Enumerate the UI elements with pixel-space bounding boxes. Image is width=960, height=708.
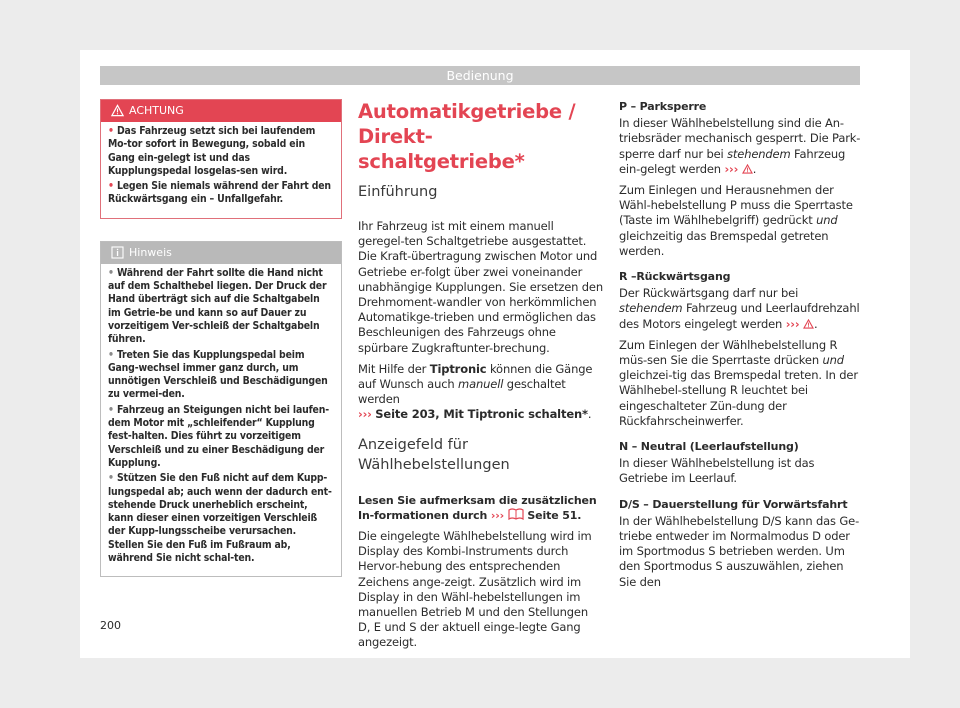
warning-box <box>100 99 342 219</box>
ref-arrow: ››› <box>785 316 800 331</box>
r-paragraph-2: Zum Einlegen der Wählhebelstellung R müs-sen Sie die Sperrtaste drücken und gleichzei-tig das Bremspedal treten. In der Wählhebel-stellung R leuchtet bei eingeschalteter Zün-dung der Rückfahrscheinwerfer. <box>619 337 858 428</box>
warning-triangle-icon <box>742 164 753 174</box>
warning-label: ACHTUNG <box>129 104 184 117</box>
bullet-icon: • <box>108 180 114 193</box>
display-paragraph: Die eingelegte Wählhebelstellung wird im Display des Kombi-Instruments durch Hervor-hebung des entsprechenden Zeichens ange-zeigt. Zusätzlich wird im Display in den Wähl-hebelstellungen im manuellen Betrieb M und den Stellungen D, E und S der aktuell einge-legte Gang angezeigt. <box>358 529 592 650</box>
warning-triangle-icon <box>803 319 814 329</box>
warning-header <box>101 100 341 122</box>
ds-heading: D/S – Dauerstellung für Vorwärtsfahrt <box>619 497 848 511</box>
bullet-icon: • <box>108 403 114 416</box>
r-heading: R –Rückwärtsgang <box>619 270 731 284</box>
left-column <box>100 99 342 577</box>
ref-arrow: ››› <box>724 161 739 176</box>
p-paragraph-2: Zum Einlegen und Herausnehmen der Wähl-hebelstellung P muss die Sperrtaste (Taste im Wählhebelgriff) gedrückt und gleichzeitig das Bremspedal getreten werden. <box>619 183 853 258</box>
p-paragraph: In dieser Wählhebelstellung sind die An-triebsräder mechanisch gesperrt. Die Park-sperre darf nur bei stehendem Fahrzeug ein-gelegt werden ››› . <box>619 116 861 176</box>
note-header <box>101 242 341 264</box>
note-body <box>101 264 341 577</box>
list-item: • Fahrzeug an Steigungen nicht bei laufen-dem Motor mit „schleifender“ Kupplung fest-halten. Dies führt zu vorzeitigem Verschleiß und zu einer Beschädigung der Kupplung. <box>108 403 329 469</box>
p-heading: P – Parksperre <box>619 100 707 113</box>
page-number: 200 <box>100 619 121 632</box>
ref-arrow: ››› <box>490 508 505 522</box>
list-item: • Während der Fahrt sollte die Hand nicht auf dem Schalthebel liegen. Der Druck der Hand überträgt sich auf die Schaltgabeln im Getrie-be und kann so auf Dauer zu vorzeitigem Ver-schleiß der Schaltgabeln führen. <box>108 266 327 346</box>
note-label: Hinweis <box>129 245 172 259</box>
right-column <box>619 99 861 596</box>
list-item: • Stützen Sie den Fuß nicht auf dem Kupp-lungspedal ab; auch wenn der dadurch ent-stehende Druck unerheblich erscheint, kann dieser einen vorzeitigen Verschleiß der Kupp-lungsscheibe verursachen. Stellen Sie den Fuß im Fußraum ab, während Sie nicht schal-ten. <box>108 472 332 565</box>
intro-heading: Einführung <box>358 184 438 200</box>
display-heading: Anzeigefeld für Wählhebelstellungen <box>358 436 510 473</box>
bullet-icon: • <box>108 472 114 485</box>
ref-arrow: ››› <box>358 407 372 422</box>
intro-paragraph: Ihr Fahrzeug ist mit einem manuell geregel-ten Schaltgetriebe ausgestattet. Die Kraft-übertragung zwischen Motor und Getriebe er-folgt über zwei voneinander unabhängige Kupplungen. Sie ersetzen den Drehmoment-wandler von herkömmlichen Automatikge-trieben und ermöglichen das Beschleunigen des Fahrzeugs ohne spürbare Zugkraftunter-brechung. <box>358 219 604 355</box>
n-paragraph: In dieser Wählhebelstellung ist das Getriebe im Leerlauf. <box>619 456 815 486</box>
bullet-icon: • <box>108 125 114 137</box>
r-paragraph: Der Rückwärtsgang darf nur bei stehendem Fahrzeug und Leerlaufdrehzahl des Motors eingelegt werden ››› . <box>619 286 860 331</box>
display-lead: Lesen Sie aufmerksam die zusätzlichen In-formationen durch ››› Seite 51. <box>358 493 597 522</box>
bullet-icon: • <box>108 266 114 279</box>
section-title: Automatikgetriebe / Direkt- schaltgetriebe* <box>358 100 576 173</box>
page-ref-link[interactable]: Seite 203, Mit Tiptronic schalten* <box>375 407 588 422</box>
info-icon <box>111 246 124 259</box>
note-box <box>100 241 342 578</box>
warning-body <box>101 122 341 218</box>
list-item: • Treten Sie das Kupplungspedal beim Gang-wechsel immer ganz durch, um unnötigen Verschleiß und Beschädigungen zu vermei-den. <box>108 348 328 401</box>
list-item: • Legen Sie niemals während der Fahrt den Rückwärtsgang ein – Unfallgefahr. <box>108 180 331 206</box>
running-header: Bedienung <box>100 66 860 85</box>
page-ref-link[interactable]: Seite 51 <box>527 508 578 522</box>
n-heading: N – Neutral (Leerlaufstellung) <box>619 440 799 454</box>
book-icon <box>508 508 524 520</box>
list-item: • Das Fahrzeug setzt sich bei laufendem Mo-tor sofort in Bewegung, sobald ein Gang ein-gelegt ist und das Kupplungspedal losgelas-sen wird. <box>108 125 316 177</box>
bullet-icon: • <box>108 348 114 361</box>
ds-paragraph: In der Wählhebelstellung D/S kann das Ge-triebe entweder im Normalmodus D oder im Sportmodus S betrieben werden. Um den Sportmodus S auszuwählen, ziehen Sie den <box>619 513 860 589</box>
tiptronic-paragraph: Mit Hilfe der Tiptronic können die Gänge auf Wunsch auch manuell geschaltet werden ››› Seite 203, Mit Tiptronic schalten*. <box>358 361 593 422</box>
warning-triangle-icon <box>111 104 124 117</box>
middle-column <box>358 99 603 657</box>
